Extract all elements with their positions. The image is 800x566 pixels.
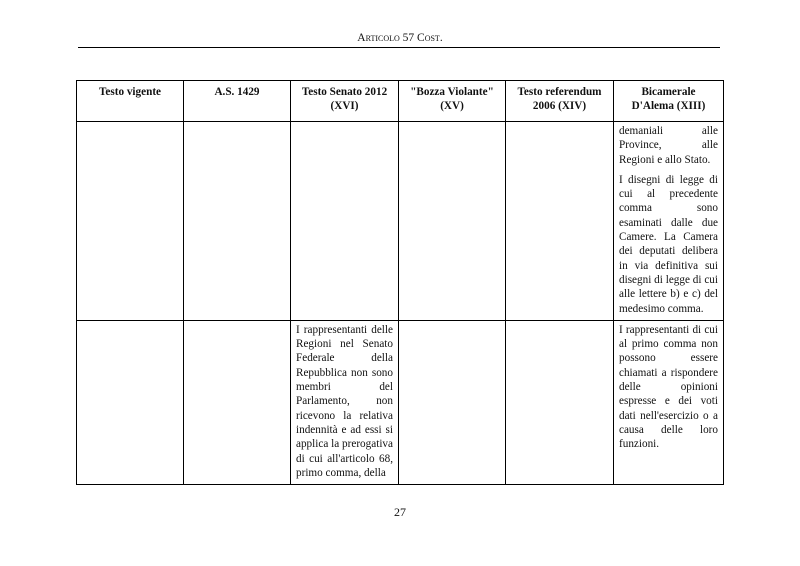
cell-paragraph: demaniali alle Province, alle Regioni e allo Stato.: [619, 125, 718, 166]
column-header: [184, 81, 291, 122]
table-cell: [614, 320, 724, 484]
column-header: [506, 81, 614, 122]
column-header: [614, 81, 724, 122]
column-header-line: (XVI): [330, 100, 359, 112]
column-header-line: D'Alema (XIII): [631, 100, 706, 112]
column-header-line: "Bozza Violante": [410, 86, 494, 98]
table-cell: [399, 122, 506, 321]
page-number: 27: [394, 505, 406, 519]
table-cell: [506, 122, 614, 321]
cell-paragraph: I rappresentanti di cui al primo comma non possono essere chiamati a rispondere delle opinioni espresse e dei voti dati nell'esercizio o a causa delle loro funzioni.: [619, 323, 718, 451]
table-cell: [77, 320, 184, 484]
page-header: [0, 32, 800, 44]
cell-paragraph: I rappresentanti delle Regioni nel Senato Federale della Repubblica non sono membri del Parlamento, non ricevono la relativa indennità e ad essi si applica la prerogativa di cui all'articolo 68, primo comma, della: [296, 323, 393, 479]
header-rule: [78, 47, 720, 48]
table-cell: [399, 320, 506, 484]
table-header-row: [77, 81, 724, 122]
table-cell: [184, 122, 291, 321]
column-header-line: 2006 (XIV): [532, 100, 587, 112]
table-cell: [77, 122, 184, 321]
column-header: [77, 81, 184, 122]
table-cell: [614, 122, 724, 321]
table-cell: [184, 320, 291, 484]
table-row: [77, 122, 724, 321]
column-header-line: Testo vigente: [98, 86, 162, 98]
column-header-line: Bicamerale: [641, 86, 696, 98]
comparison-table: [76, 80, 724, 485]
column-header-line: (XV): [440, 100, 464, 112]
column-header: [291, 81, 399, 122]
table-row: [77, 320, 724, 484]
column-header-line: A.S. 1429: [214, 86, 260, 98]
table-cell: [291, 122, 399, 321]
column-header-line: Testo Senato 2012: [301, 86, 388, 98]
header-title: Articolo 57 Cost.: [357, 32, 443, 44]
table-cell: [506, 320, 614, 484]
cell-paragraph: I disegni di legge di cui al precedente comma sono esaminati dalle due Camere. La Camera dei deputati delibera in via definitiva sui disegni di legge di cui alle lettere b) e c) del medesimo comma.: [619, 173, 718, 315]
column-header-line: Testo referendum: [517, 86, 602, 98]
table-cell: [291, 320, 399, 484]
column-header: [399, 81, 506, 122]
